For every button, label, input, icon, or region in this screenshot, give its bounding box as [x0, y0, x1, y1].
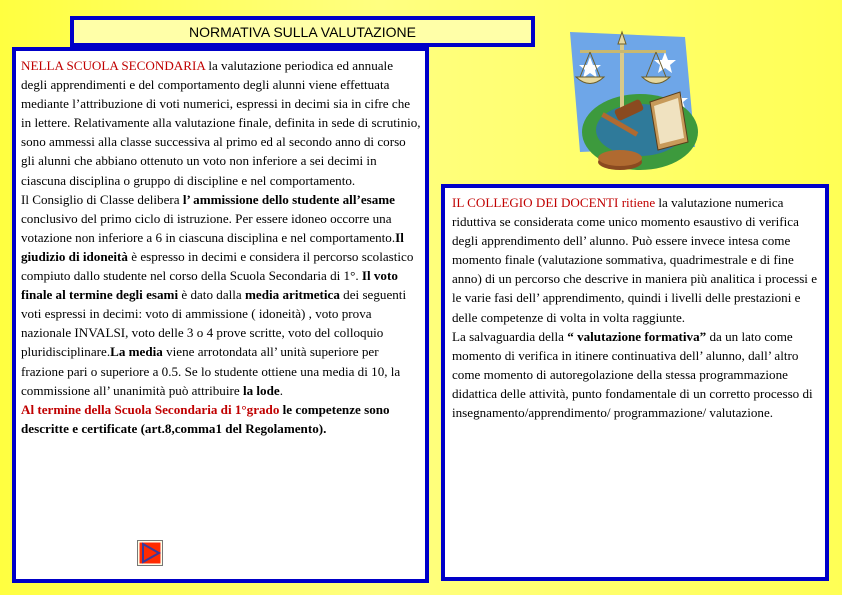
competences-statement: le competenze sono descritte e certificate (art.8,comma1 del Regolamento). — [21, 401, 390, 436]
formative-evaluation-emphasis: “ valutazione formativa” — [567, 328, 707, 344]
right-paragraph-2-part: da un lato come momento di verifica in itinere continuativa dell’ alunno, dall’ altro come momento di autoregolazione della stessa programmazione didattica delle attività, punto fondamentale di un corretto processo di insegnamento/apprendimento/ programmazione/ valutazione. — [452, 328, 813, 421]
left-text-panel — [12, 47, 429, 583]
left-paragraph-1: la valutazione periodica ed annuale degli apprendimenti e del comportamento degli alunni viene effettuata mediante l’attribuzione di voti numerici, espressi in decimi sia in cifre che in lettere. Relativamente alla valutazione finale, definita in sede di scrutinio, sono ammessi alla classe successiva al primo ed al secondo anno di corso gli alunni che abbiano ottenuto un voto non inferiore a sei decimi in ciascuna disciplina o gruppo di discipline e nel comportamento. — [21, 58, 421, 188]
teachers-board-heading: IL COLLEGIO DEI DOCENTI ritiene — [452, 195, 656, 210]
average-emphasis: media aritmetica — [245, 287, 340, 303]
play-icon[interactable] — [137, 540, 163, 566]
left-paragraph-2-part: . — [279, 382, 283, 398]
right-paragraph-1: la valutazione numerica riduttiva se considerata come unico momento esaustivo di verifica degli apprendimento dell’ alunno. Può essere invece intesa come momento finale (valutazione sommativa, quadrimestrale e di fine anno) di un percorso che descrive in maniera più analitica i processi e le varie fasi dell’ apprendimento, quindi i livelli delle prestazioni e delle competenze di volta in volta raggiunte. — [452, 195, 818, 325]
page-title: NORMATIVA SULLA VALUTAZIONE — [189, 23, 416, 40]
eligibility-emphasis: Il giudizio di idoneità — [21, 229, 404, 264]
left-paragraph-2-part: Il Consiglio di Classe delibera — [21, 191, 183, 207]
right-paragraph-2-part: La salvaguardia della — [452, 328, 568, 344]
left-paragraph-2-part: è espresso in decimi e considera il percorso scolastico compiuto dallo studente nel corso della Scuola Secondaria di 1°. — [21, 248, 414, 284]
right-text-body — [452, 193, 824, 422]
left-paragraph-2-part: conclusivo del primo ciclo di istruzione. Per essere idoneo occorre una votazione non inferiore a 6 in ciascuna disciplina e nel comportamento. — [21, 210, 396, 245]
left-paragraph-2-part: è dato dalla — [178, 287, 245, 303]
end-of-school-heading: Al termine della Scuola Secondaria di 1°grado — [21, 401, 280, 417]
justice-scale-gavel-icon — [560, 22, 700, 182]
secondary-school-heading: NELLA SCUOLA SECONDARIA — [21, 58, 206, 73]
final-grade-emphasis: Il voto finale al termine degli esami — [21, 268, 398, 303]
honors-emphasis: la lode — [242, 382, 280, 398]
right-text-panel — [441, 184, 829, 581]
left-paragraph-2-part: dei seguenti voti espressi in decimi: voto di ammissione ( idoneità) , voto prova nazionale INVALSI, voto delle 3 o 4 prove scritte, voto del colloquio pluridisciplinare. — [21, 287, 407, 360]
admission-emphasis: l’ ammissione dello studente all’esame — [182, 191, 395, 207]
left-paragraph-2-part: viene arrotondata all’ unità superiore per frazione pari o superiore a 0.5. Se lo studente ottiene una media di 10, la commissione all’ unanimità può attribuire — [21, 344, 401, 398]
title-box — [70, 16, 535, 47]
left-text-body — [21, 56, 421, 438]
media-emphasis: La media — [110, 344, 163, 360]
